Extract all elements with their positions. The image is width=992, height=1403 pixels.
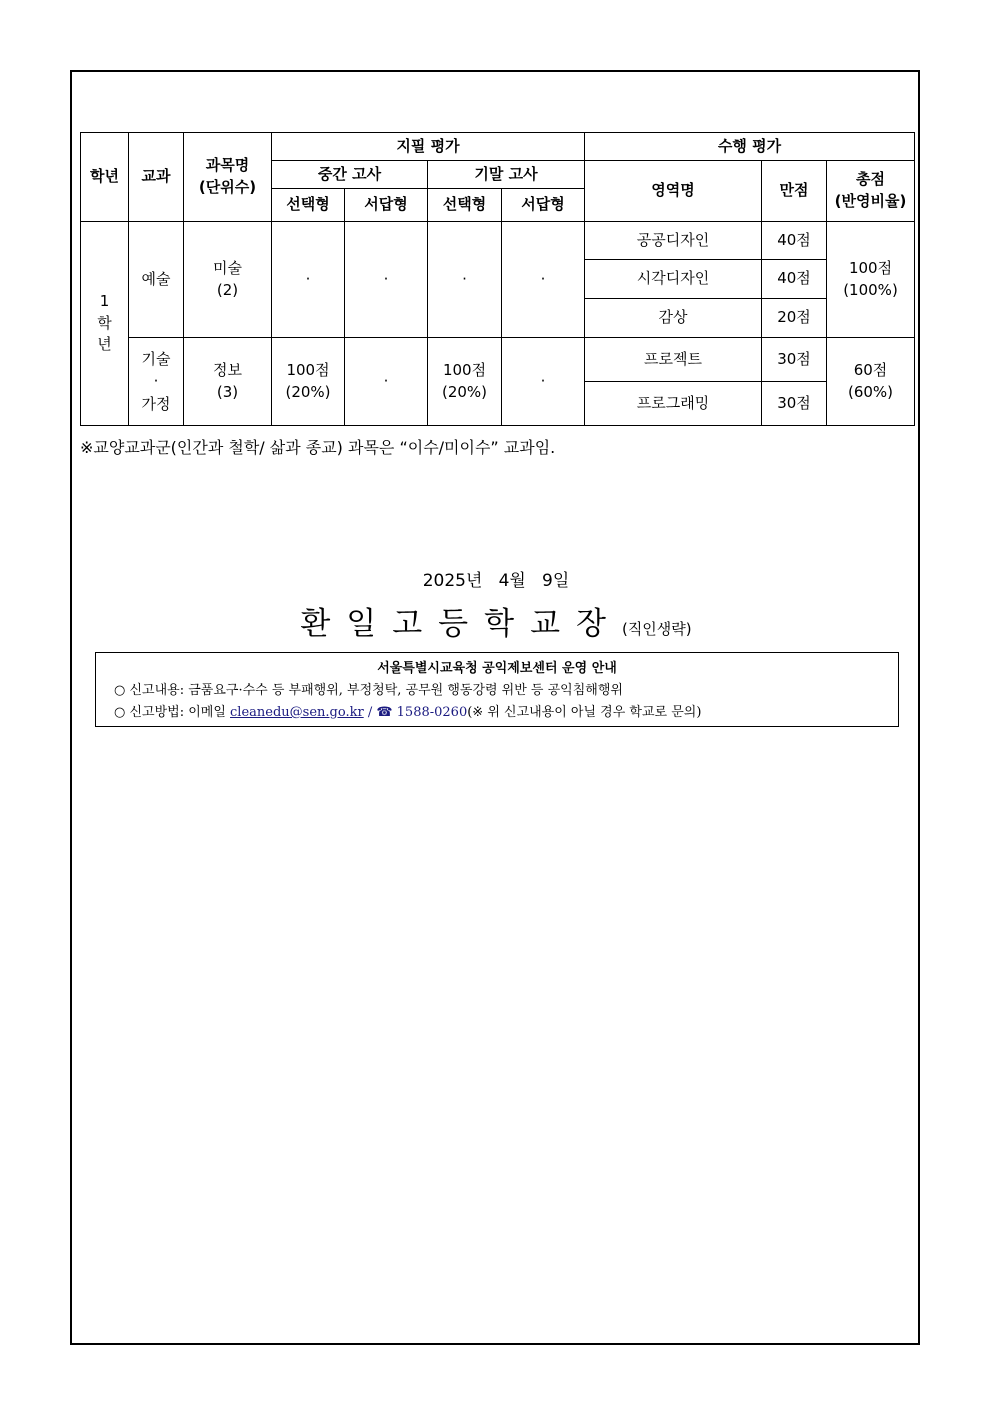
- area-score: 20점: [762, 299, 827, 338]
- header-midterm: 중간 고사: [272, 161, 428, 189]
- header-total: 총점 (반영비율): [827, 161, 915, 222]
- seal-omitted-note: (직인생략): [621, 620, 692, 638]
- subject-area-art: 예술: [129, 222, 184, 338]
- header-final: 기말 고사: [428, 161, 585, 189]
- course-art: 미술 (2): [184, 222, 272, 338]
- header-performance-eval: 수행 평가: [585, 133, 915, 161]
- header-final-mc: 선택형: [428, 189, 502, 222]
- notice-line-method: [114, 701, 898, 720]
- header-mid-essay: 서답형: [345, 189, 428, 222]
- info-final-mc: 100점 (20%): [428, 338, 502, 426]
- header-area-name: 영역명: [585, 161, 762, 222]
- grade-cell: 1 학 년: [81, 222, 129, 426]
- area-score: 40점: [762, 260, 827, 299]
- art-mid-essay: ·: [345, 222, 428, 338]
- notice-method-prefix: ○ 신고방법: 이메일: [114, 705, 231, 720]
- header-course-name: 과목명 (단위수): [184, 133, 272, 222]
- notice-title: 서울특별시교육청 공익제보센터 운영 안내: [377, 661, 617, 676]
- area-name: 시각디자인: [585, 260, 762, 299]
- area-name: 프로젝트: [585, 338, 762, 382]
- art-final-essay: ·: [502, 222, 585, 338]
- info-mid-essay: ·: [345, 338, 428, 426]
- signature-block: [0, 598, 992, 643]
- art-final-mc: ·: [428, 222, 502, 338]
- evaluation-table: [80, 132, 915, 426]
- area-name: 공공디자인: [585, 222, 762, 260]
- area-score: 30점: [762, 382, 827, 426]
- area-name: 감상: [585, 299, 762, 338]
- school-principal-name: 환일고등학교장: [300, 606, 622, 642]
- notice-method-suffix: (※ 위 신고내용이 아닐 경우 학교로 문의): [467, 705, 702, 720]
- header-mid-mc: 선택형: [272, 189, 345, 222]
- footnote: ※교양교과군(인간과 철학/ 삶과 종교) 과목은 “이수/미이수” 교과임.: [80, 438, 556, 457]
- area-score: 30점: [762, 338, 827, 382]
- header-full-score: 만점: [762, 161, 827, 222]
- info-final-essay: ·: [502, 338, 585, 426]
- header-final-essay: 서답형: [502, 189, 585, 222]
- info-total: 60점 (60%): [827, 338, 915, 426]
- art-mid-mc: ·: [272, 222, 345, 338]
- whistleblower-notice: [95, 652, 899, 727]
- notice-line-content: ○ 신고내용: 금품요구·수수 등 부패행위, 부정청탁, 공무원 행동강령 위반 등 공익침해행위: [114, 683, 623, 698]
- document-date: 2025년 4월 9일: [422, 571, 570, 591]
- email-link[interactable]: cleanedu@sen.go.kr: [230, 705, 364, 720]
- header-grade: 학년: [81, 133, 129, 222]
- header-written-eval: 지필 평가: [272, 133, 585, 161]
- art-total: 100점 (100%): [827, 222, 915, 338]
- area-score: 40점: [762, 222, 827, 260]
- course-info: 정보 (3): [184, 338, 272, 426]
- phone-number: / ☎ 1588-0260: [363, 705, 468, 720]
- header-subject-area: 교과: [129, 133, 184, 222]
- area-name: 프로그래밍: [585, 382, 762, 426]
- subject-area-tech: 기술 · 가정: [129, 338, 184, 426]
- info-mid-mc: 100점 (20%): [272, 338, 345, 426]
